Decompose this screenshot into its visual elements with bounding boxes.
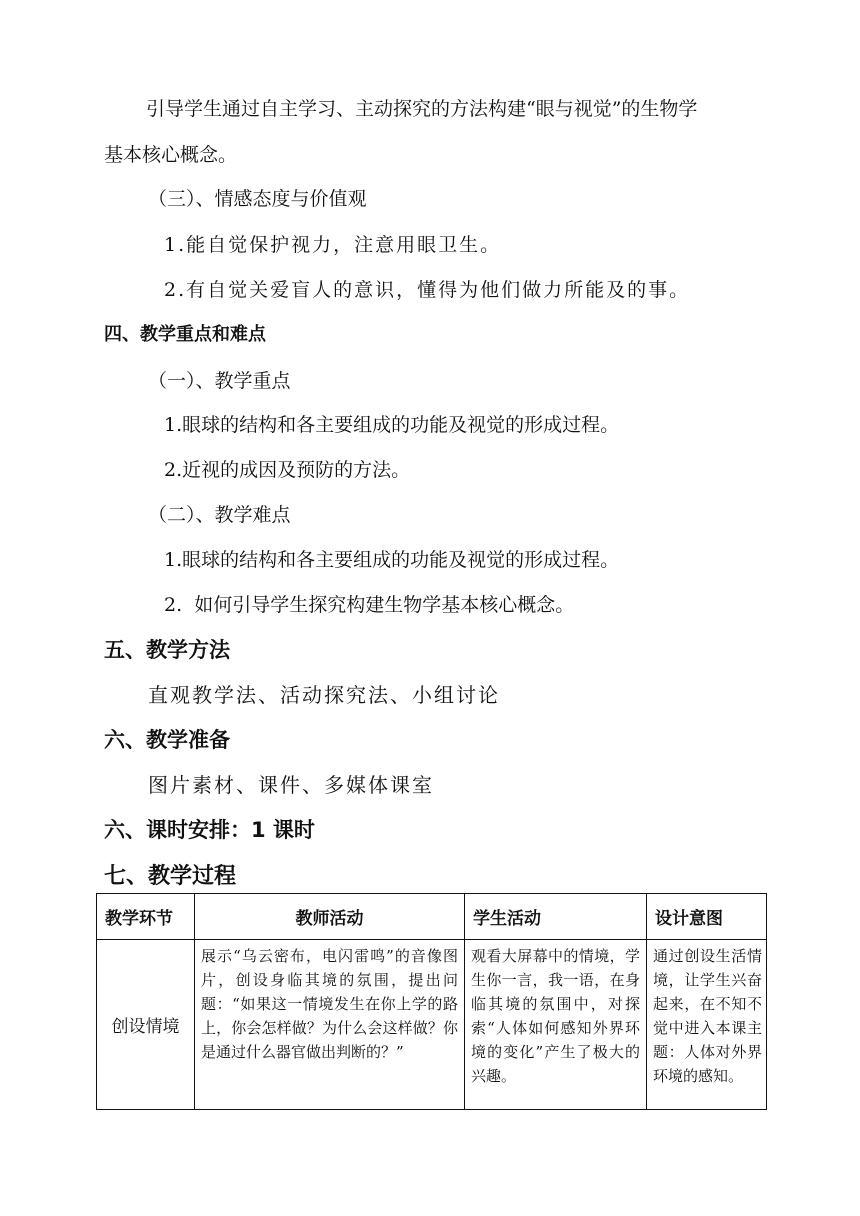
key-points-heading: 四、教学重点和难点 [104, 324, 266, 345]
cell-teacher-activity: 展示“乌云密布，电闪雷鸣”的音像图片，创设身临其境的氛围，提出问题：“如果这一情境发生在你上学的路上，你会怎样做？为什么会这样做？你是通过什么器官做出判断的？” [195, 940, 465, 1110]
section-3-title: （三）、情感态度与价值观 [148, 188, 367, 210]
focus-item-1: 1.眼球的结构和各主要组成的功能及视觉的形成过程。 [164, 414, 620, 436]
table-header-row [97, 894, 767, 940]
cell-design-intent: 通过创设生活情境，让学生兴奋起来，在不知不觉中进入本课主题：人体对外界环境的感知。 [647, 940, 767, 1110]
section-3-item-1: 1.能自觉保护视力，注意用眼卫生。 [164, 234, 502, 256]
intro-line-1: 引导学生通过自主学习、主动探究的方法构建“眼与视觉”的生物学 [146, 98, 698, 120]
section-3-item-2: 2.有自觉关爱盲人的意识，懂得为他们做力所能及的事。 [164, 279, 691, 301]
cell-student-activity: 观看大屏幕中的情境，学生你一言，我一语，在身临其境的氛围中，对探索“人体如何感知外界环境的变化”产生了极大的兴趣。 [465, 940, 647, 1110]
header-student: 学生活动 [465, 894, 647, 940]
header-intent: 设计意图 [647, 894, 767, 940]
preparation-heading: 六、教学准备 [104, 728, 230, 752]
process-table [96, 893, 767, 1110]
intro-line-2: 基本核心概念。 [104, 144, 238, 166]
focus-item-2: 2.近视的成因及预防的方法。 [164, 459, 411, 481]
difficulty-item-2: 2. 如何引导学生探究构建生物学基本核心概念。 [164, 594, 575, 616]
preparation-text: 图片素材、课件、多媒体课室 [148, 773, 434, 797]
table-row [97, 940, 767, 1110]
header-teacher: 教师活动 [195, 894, 465, 940]
methods-heading: 五、教学方法 [104, 638, 230, 662]
cell-stage: 创设情境 [97, 940, 195, 1110]
difficulty-item-1: 1.眼球的结构和各主要组成的功能及视觉的形成过程。 [164, 549, 620, 571]
difficulty-title: （二）、教学难点 [148, 504, 291, 526]
header-stage: 教学环节 [97, 894, 195, 940]
methods-text: 直观教学法、活动探究法、小组讨论 [148, 683, 500, 707]
focus-title: （一）、教学重点 [148, 370, 291, 392]
schedule-heading: 六、课时安排：1 课时 [104, 818, 315, 842]
process-heading: 七、教学过程 [104, 864, 237, 889]
